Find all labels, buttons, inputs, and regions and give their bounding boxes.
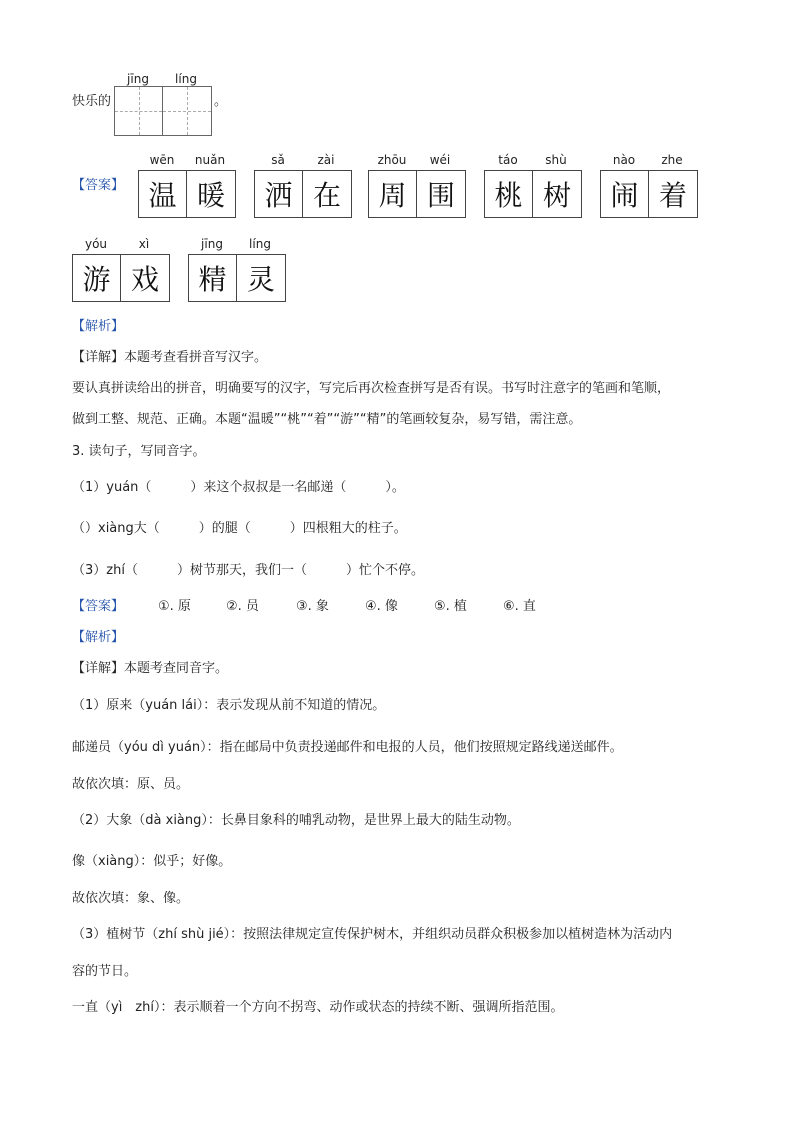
item-char: . 直 (514, 599, 536, 614)
explanation-line: 故依次填：原、员。 (72, 777, 190, 792)
analysis-label: 【解析】 (72, 319, 125, 334)
answer-char: 围 (426, 179, 455, 212)
answer-item (365, 598, 398, 616)
pinyin: sǎ (271, 153, 285, 167)
answer-char: 温 (139, 171, 187, 217)
answer-group (188, 236, 286, 302)
item-char: . 原 (169, 599, 191, 614)
answer-group (600, 152, 698, 218)
pinyin: xì (138, 237, 150, 251)
analysis-label: 【解析】 (72, 630, 125, 645)
answer-char: 在 (312, 179, 341, 212)
explanation-line: 邮递员（yóu dì yuán）：指在邮局中负责投递邮件和电报的人员，他们按照规定路线递送邮件。 (72, 740, 623, 755)
answer-item (434, 598, 467, 616)
item-number: ④ (365, 599, 377, 614)
item-number: ① (158, 599, 170, 614)
pinyin: zài (317, 153, 335, 167)
pinyin: zhōu (377, 153, 407, 167)
explanation-line: 像（xiàng）：似乎；好像。 (72, 854, 232, 869)
pinyin: jīng (127, 72, 149, 86)
pinyin: nuǎn (194, 153, 226, 167)
answer-item (503, 598, 536, 616)
pinyin: wéi (429, 153, 451, 167)
answer-char: 树 (542, 179, 571, 212)
explanation-line: 故依次填：象、像。 (72, 891, 190, 906)
item-char: . 象 (307, 599, 329, 614)
answer-char: 洒 (255, 171, 303, 217)
item-number: ② (226, 599, 238, 614)
item-number: ⑤ (434, 599, 446, 614)
explanation-line: （2）大象（dà xiàng）：长鼻目象科的哺乳动物，是世界上最大的陆生动物。 (72, 813, 520, 828)
question-title: 3. 读句子，写同音字。 (72, 444, 206, 459)
answer-label: 【答案】 (72, 178, 125, 193)
answer-item (158, 598, 191, 616)
explanation-line: 容的节日。 (72, 964, 138, 979)
question-line: （）xiàng大（ ）的腿（ ）四根粗大的柱子。 (72, 521, 407, 536)
answer-group (484, 152, 582, 218)
pinyin: zhe (661, 153, 683, 167)
item-char: . 像 (376, 599, 398, 614)
explanation-line: 一直（yì zhí）：表示顺着一个方向不拐弯、动作或状态的持续不断、强调所指范围。 (72, 1000, 564, 1015)
answer-char: 着 (658, 179, 687, 212)
answer-item (296, 598, 329, 616)
answer-char: 灵 (246, 263, 275, 296)
answer-char: 精 (189, 255, 237, 301)
line1-prefix: 快乐的 (72, 94, 112, 109)
answer-char: 暖 (196, 179, 225, 212)
explanation-line: （3）植树节（zhí shù jié）：按照法律规定宣传保护树木，并组织动员群众积极参加以植树造林为活动内 (72, 927, 673, 942)
grid-cell[interactable] (115, 87, 163, 135)
question-line: （1）yuán（ ）来这个叔叔是一名邮递（ ）。 (72, 480, 405, 495)
answer-char: 闹 (601, 171, 649, 217)
item-number: ⑥ (503, 599, 515, 614)
answer-group (72, 236, 170, 302)
detail-line: 【详解】本题考查同音字。 (72, 661, 229, 676)
item-number: ③ (296, 599, 308, 614)
line1-suffix: 。 (214, 94, 228, 109)
answer-group (254, 152, 352, 218)
paragraph-line: 要认真拼读给出的拼音，明确要写的汉字，写完后再次检查拼写是否有误。书写时注意字的笔画和笔顺， (72, 381, 671, 396)
explanation-line: （1）原来（yuán lái）：表示发现从前不知道的情况。 (72, 698, 386, 713)
answer-group (368, 152, 466, 218)
pinyin: jīng (201, 237, 223, 251)
answer-char: 桃 (485, 171, 533, 217)
answer-label: 【答案】 (72, 599, 125, 614)
pinyin: nào (612, 153, 636, 167)
pinyin: wēn (149, 153, 175, 167)
pinyin: líng (175, 72, 197, 86)
answer-item (226, 598, 259, 616)
answer-char: 游 (73, 255, 121, 301)
item-char: . 植 (445, 599, 467, 614)
pinyin: shù (545, 153, 567, 167)
question-line: （3）zhí（ ）树节那天，我们一（ ）忙个不停。 (72, 563, 424, 578)
writing-grid[interactable] (114, 86, 212, 136)
pinyin: táo (498, 153, 518, 167)
pinyin: yóu (84, 237, 108, 251)
answer-group (138, 152, 236, 218)
detail-line: 【详解】本题考查看拼音写汉字。 (72, 350, 268, 365)
answer-char: 戏 (130, 263, 159, 296)
answer-char: 周 (369, 171, 417, 217)
grid-cell[interactable] (163, 87, 211, 135)
item-char: . 员 (237, 599, 259, 614)
pinyin: líng (249, 237, 271, 251)
paragraph-line: 做到工整、规范、正确。本题“温暖”“桃”“着”“游”“精”的笔画较复杂，易写错，需注意。 (72, 412, 582, 427)
